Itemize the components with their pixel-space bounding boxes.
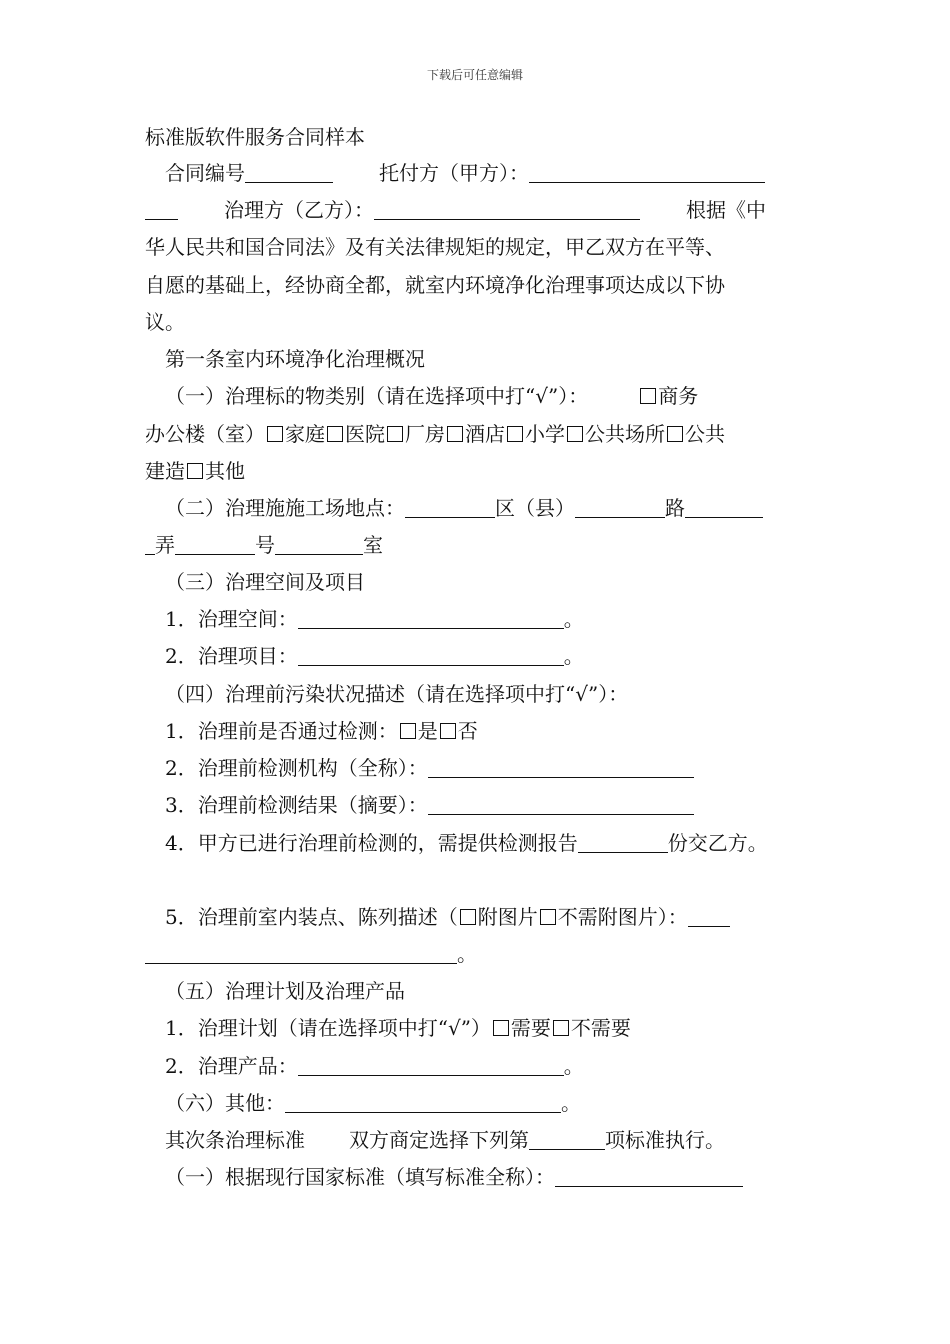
option-factory: 厂房 (405, 422, 445, 446)
section-3-title: （三）治理空间及项目 (165, 570, 365, 594)
section-5-item-2 (165, 1053, 835, 1079)
article-1-title: 第一条室内环境净化治理概况 (165, 347, 425, 371)
section-4-item-2 (165, 755, 835, 781)
page-header: 下载后可任意编辑 (426, 68, 523, 82)
district-label: 区（县） (495, 496, 575, 520)
project-blank[interactable] (298, 645, 564, 666)
article-2-item-1 (165, 1164, 835, 1190)
party-b-line (145, 197, 815, 223)
checkbox-hospital[interactable] (327, 426, 343, 442)
section-4-item-5 (165, 904, 835, 930)
lane-blank-cont[interactable] (145, 534, 155, 555)
basis-text-start: 根据《中 (686, 198, 766, 222)
number-label: 号 (255, 533, 275, 557)
report-label: 4．甲方已进行治理前检测的，需提供检测报告 (165, 831, 578, 855)
option-need: 需要 (510, 1016, 551, 1040)
option-home: 家庭 (285, 422, 325, 446)
section-3-item-1 (165, 606, 835, 632)
intro-line-3: 自愿的基础上，经协商全都，就室内环境净化治理事项达成以下协 (145, 273, 725, 297)
option-yes: 是 (417, 719, 438, 743)
report-count-blank[interactable] (578, 832, 668, 853)
option-commercial-cont: 办公楼（室） (145, 422, 265, 446)
plan-label: 1．治理计划（请在选择项中打“√”） (165, 1016, 491, 1040)
option-no: 否 (457, 719, 478, 743)
result-label: 3．治理前检测结果（摘要）： (165, 793, 428, 817)
contract-no-blank[interactable] (245, 162, 333, 183)
section-4-item-4 (165, 830, 835, 856)
district-blank[interactable] (405, 497, 495, 518)
room-label: 室 (363, 533, 383, 557)
checkbox-factory[interactable] (387, 426, 403, 442)
checkbox-attach-photo[interactable] (460, 909, 476, 925)
intro-line-2: 华人民共和国合同法》及有关法律规矩的规定，甲乙双方在平等、 (145, 235, 725, 259)
party-a-label: 托付方（甲方）： (379, 161, 529, 185)
road-label: 路 (665, 496, 685, 520)
checkbox-no[interactable] (440, 723, 456, 739)
checkbox-public-place[interactable] (567, 426, 583, 442)
report-label-end: 份交乙方。 (667, 831, 768, 855)
agency-blank[interactable] (428, 757, 694, 778)
other-blank[interactable] (285, 1092, 561, 1113)
lane-blank[interactable] (685, 497, 763, 518)
section-1-title: （一）治理标的物类别（请在选择项中打“√”）： (165, 384, 589, 408)
checkbox-hotel[interactable] (447, 426, 463, 442)
tested-label: 1．治理前是否通过检测： (165, 719, 398, 743)
checkbox-home[interactable] (267, 426, 283, 442)
period: 。 (561, 1091, 581, 1115)
section-4-item-3 (165, 792, 835, 818)
article-2-title: 其次条治理标准 (165, 1128, 305, 1152)
decor-blank[interactable] (688, 906, 730, 927)
section-1-options-line-2 (145, 458, 815, 484)
period: 。 (563, 1054, 584, 1078)
checkbox-other[interactable] (187, 463, 203, 479)
room-blank[interactable] (275, 534, 363, 555)
document-title: 标准版软件服务合同样本 (145, 125, 365, 149)
lane-label: 弄 (155, 533, 175, 557)
project-label: 2．治理项目： (165, 644, 298, 668)
checkbox-no-photo[interactable] (540, 909, 556, 925)
section-5-item-1 (165, 1015, 835, 1041)
party-a-blank-cont[interactable] (145, 199, 178, 220)
national-standard-label: （一）根据现行国家标准（填写标准全称）： (165, 1165, 555, 1189)
national-standard-blank[interactable] (555, 1166, 743, 1187)
agency-label: 2．治理前检测机构（全称）： (165, 756, 428, 780)
option-other: 其他 (205, 459, 245, 483)
article-2-choice-label: 双方商定选择下列第 (349, 1128, 529, 1152)
option-no-need: 不需要 (570, 1016, 631, 1040)
article-2-line (165, 1127, 835, 1153)
option-public-building-cont: 建造 (145, 459, 185, 483)
option-school: 小学 (525, 422, 565, 446)
checkbox-no-need[interactable] (553, 1020, 569, 1036)
section-4-item-1 (165, 718, 835, 744)
option-hospital: 医院 (345, 422, 385, 446)
option-attach-photo: 附图片 (477, 905, 538, 929)
article-2-choice-end: 项标准执行。 (605, 1128, 725, 1152)
decor-label: 5．治理前室内装点、陈列描述（ (165, 905, 458, 929)
result-blank[interactable] (428, 794, 694, 815)
section-1-options-line (145, 421, 815, 447)
contract-no-line (165, 160, 835, 186)
intro-line-4: 议。 (145, 310, 185, 334)
number-blank[interactable] (175, 534, 255, 555)
option-commercial: 商务 (658, 384, 699, 408)
checkbox-commercial[interactable] (640, 388, 656, 404)
space-label: 1．治理空间： (165, 607, 298, 631)
checkbox-yes[interactable] (400, 723, 416, 739)
product-label: 2．治理产品： (165, 1054, 298, 1078)
section-4-item-5-cont (145, 941, 815, 967)
option-public-place: 公共场所 (585, 422, 665, 446)
section-2-line (165, 495, 835, 521)
decor-blank-cont[interactable] (145, 943, 457, 964)
standard-choice-blank[interactable] (529, 1129, 605, 1150)
party-a-blank[interactable] (529, 162, 765, 183)
section-1-title-line (165, 383, 835, 409)
section-5-title: （五）治理计划及治理产品 (165, 979, 405, 1003)
period: 。 (563, 644, 584, 668)
option-public-building: 公共 (685, 422, 725, 446)
road-blank[interactable] (575, 497, 665, 518)
space-blank[interactable] (298, 608, 564, 629)
other-label: （六）其他： (165, 1091, 285, 1115)
option-hotel: 酒店 (465, 422, 505, 446)
contract-no-label: 合同编号 (165, 161, 245, 185)
checkbox-school[interactable] (507, 426, 523, 442)
section-3-item-2 (165, 643, 835, 669)
option-no-photo: 不需附图片）： (557, 905, 688, 929)
period: 。 (563, 607, 584, 631)
section-2-line-2 (145, 532, 815, 558)
checkbox-public-building[interactable] (667, 426, 683, 442)
party-b-blank[interactable] (374, 199, 640, 220)
section-2-title: （二）治理施施工场地点： (165, 496, 405, 520)
checkbox-need[interactable] (493, 1020, 509, 1036)
section-6-line (165, 1090, 835, 1116)
product-blank[interactable] (298, 1055, 564, 1076)
party-b-label: 治理方（乙方）： (224, 198, 374, 222)
period: 。 (457, 942, 477, 966)
section-4-title: （四）治理前污染状况描述（请在选择项中打“√”）： (165, 682, 629, 706)
